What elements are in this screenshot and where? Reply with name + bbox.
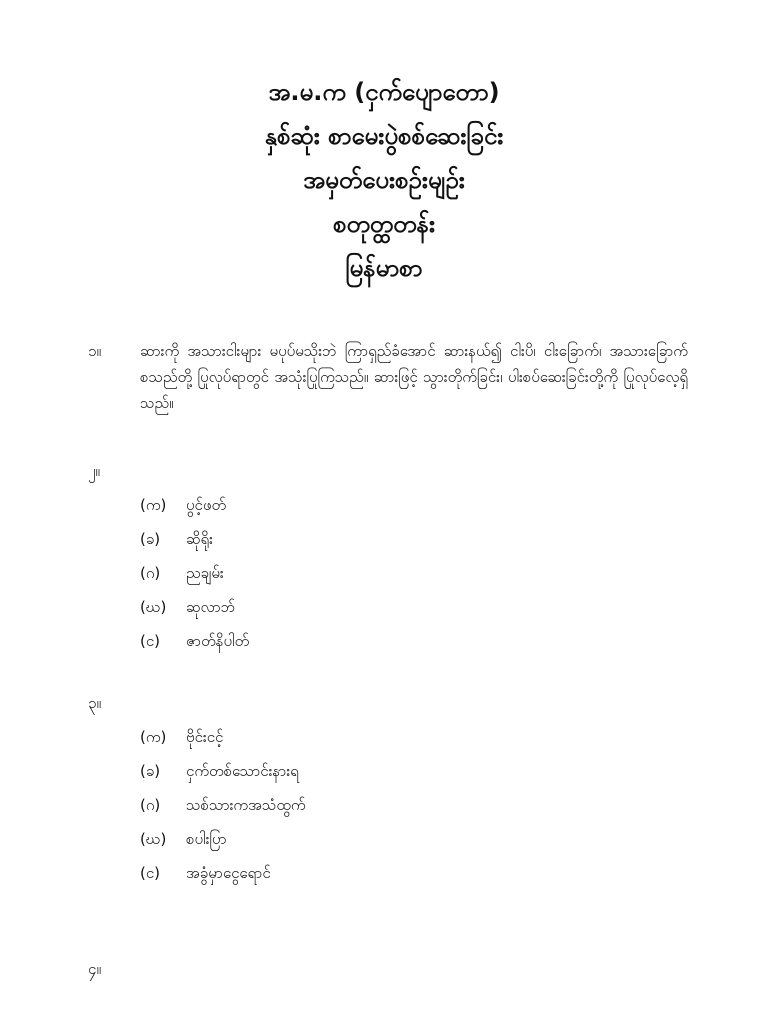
answer-label: (ဂ) bbox=[140, 564, 161, 582]
answer-text: ညချမ်း bbox=[186, 564, 224, 582]
school-name-title: အ.မ.က (ငှက်ပျောတော) bbox=[268, 78, 500, 106]
question-number: ၄။ bbox=[88, 960, 101, 978]
grade-title: စတုတ္ထတန်း bbox=[332, 210, 436, 238]
answer-item bbox=[140, 560, 640, 594]
question-1 bbox=[88, 338, 688, 428]
answer-text: ဇာတ်နိပါတ် bbox=[186, 632, 250, 650]
question-number: ၁။ bbox=[88, 342, 101, 360]
subject-title: မြန်မာစာ bbox=[345, 254, 423, 282]
answer-item bbox=[140, 826, 640, 860]
answer-label: (ခ) bbox=[140, 762, 161, 780]
answer-item bbox=[140, 860, 640, 894]
document-header bbox=[0, 70, 768, 290]
question-number: ၃။ bbox=[88, 694, 101, 712]
answer-text: ငှက်တစ်သောင်းနားရ bbox=[186, 762, 299, 780]
question-2 bbox=[88, 458, 688, 668]
answer-text: ဆုလာဘ် bbox=[186, 598, 236, 616]
question-number: ၂။ bbox=[88, 462, 100, 480]
answer-list bbox=[140, 492, 640, 662]
answer-item bbox=[140, 492, 640, 526]
answer-item bbox=[140, 594, 640, 628]
answer-label: (င) bbox=[140, 632, 161, 650]
answer-text: သစ်သားကအသံထွက် bbox=[186, 796, 306, 814]
answer-label: (ဂ) bbox=[140, 796, 161, 814]
answer-label: (က) bbox=[140, 728, 167, 746]
question-answer-text: ဆားကို အသားငါးများ မပုပ်မသိုးဘဲ ကြာရှည်ခံအောင် ဆားနယ်၍ ငါးပိ၊ ငါးခြောက်၊ အသားခြောက်စသည်တို့ ပြုလုပ်ရာတွင် အသုံးပြုကြသည်။ ဆားဖြင့် သွားတိုက်ခြင်း၊ ပါးစပ်ဆေးခြင်းတို့ကို ပြုလုပ်လေ့ရှိသည်။ bbox=[140, 342, 688, 412]
answer-text: ဆိုရိုး bbox=[186, 530, 213, 548]
answer-text: ပွင့်ဖတ် bbox=[186, 496, 227, 514]
question-3 bbox=[88, 690, 688, 900]
answer-text: စပါးပြာ bbox=[186, 830, 227, 848]
answer-label: (ခ) bbox=[140, 530, 161, 548]
answer-text: ဗိုင်းငင့် bbox=[186, 728, 224, 746]
answer-item bbox=[140, 792, 640, 826]
answer-item bbox=[140, 628, 640, 662]
answer-list bbox=[140, 724, 640, 894]
exam-title: နှစ်ဆုံး စာမေးပွဲစစ်ဆေးခြင်း bbox=[264, 122, 504, 150]
answer-label: (ဃ) bbox=[140, 598, 167, 616]
answer-label: (ဃ) bbox=[140, 830, 167, 848]
answer-item bbox=[140, 724, 640, 758]
answer-text: အခွံမှာငွေရောင် bbox=[186, 864, 271, 882]
answer-item bbox=[140, 526, 640, 560]
answer-label: (င) bbox=[140, 864, 161, 882]
question-4 bbox=[88, 956, 688, 986]
answer-item bbox=[140, 758, 640, 792]
marking-scheme-title: အမှတ်ပေးစဥ်းမျဉ်း bbox=[303, 166, 465, 194]
answer-label: (က) bbox=[140, 496, 167, 514]
